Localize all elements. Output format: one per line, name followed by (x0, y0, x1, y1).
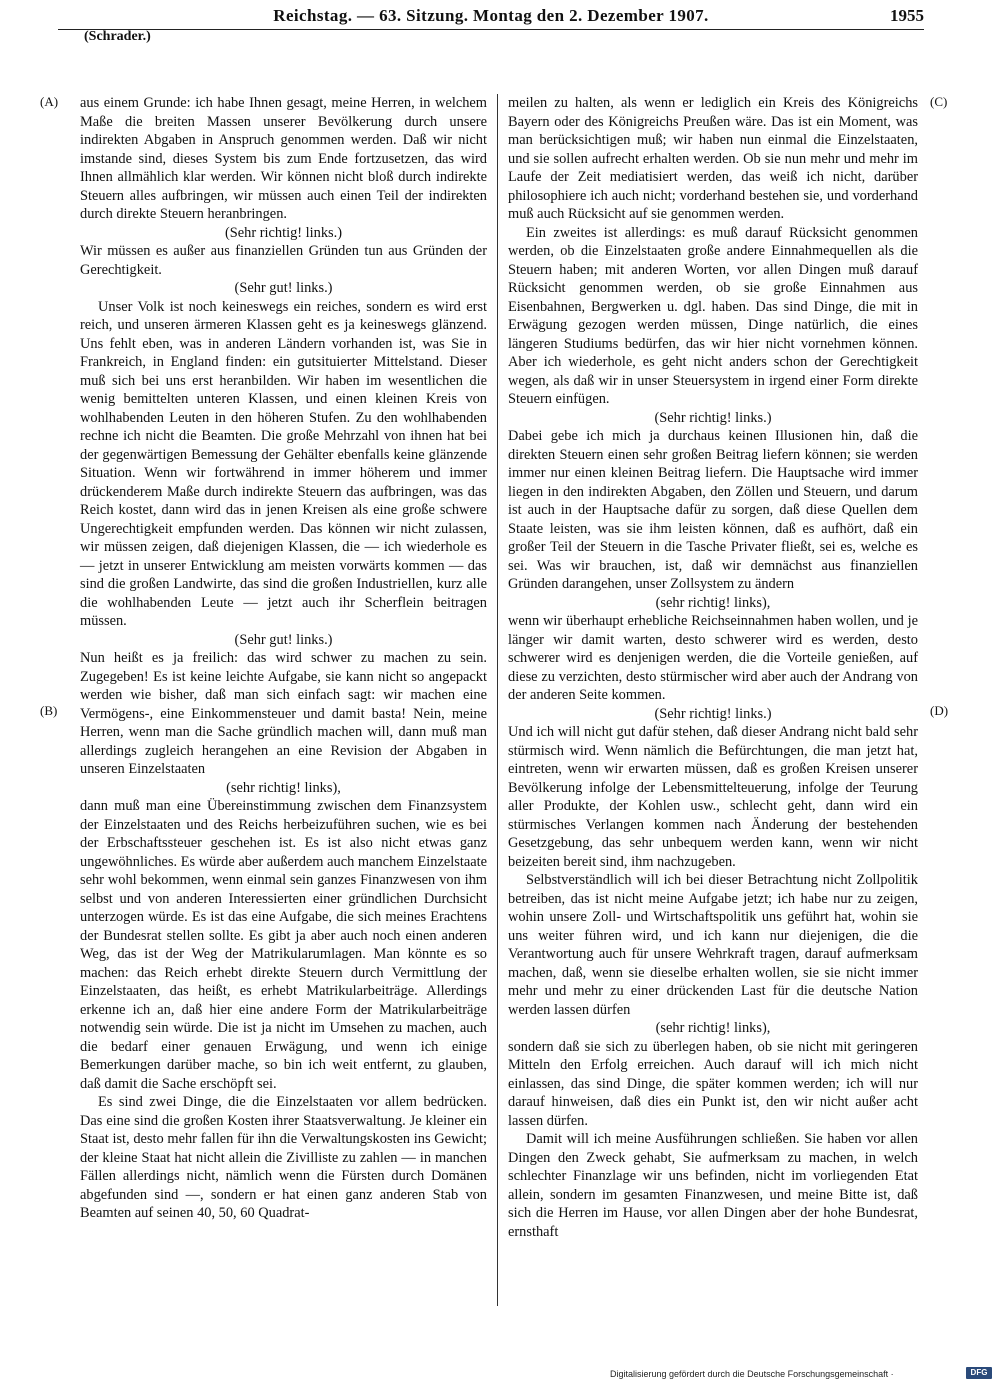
paragraph: aus einem Grunde: ich habe Ihnen gesagt, meine Herren, in welchem Maße die breiten Massen unserer Bevölkerung durch unsere indirekten Abgaben in Anspruch genommen werden. Daß wir nicht imstande sind, dieses System bis zum Ende fortzusetzen, das wird Ihnen allmählich klar werden. Wir können nicht bloß durch indirekte Steuern alles aufbringen, wir müssen auch einen Teil der indirekten durch direkte Steuern heranbringen. (80, 95, 487, 222)
right-column (508, 94, 918, 1241)
paragraph: Nun heißt es ja freilich: das wird schwer zu machen zu sein. Zugegeben! Es ist keine leichte Aufgabe, sie kann nicht so angepackt werden wie bisher, daß man sich einfach sagt: wir machen eine Vermögens-, eine Einkommensteuer und damit basta! Nein, meine Herren, wenn man die Sache gründlich machen will, dann muß man allerdings zugleich herangehen an eine Revision der Abgaben in unseren Einzelstaaten (80, 650, 487, 777)
interjection: (Sehr richtig! links.) (654, 705, 772, 722)
interjection: (Sehr richtig! links.) (654, 409, 772, 426)
margin-mark-c: (C) (930, 94, 948, 109)
speaker-name: (Schrader.) (84, 29, 151, 44)
header-rule (58, 29, 924, 30)
page-header (58, 6, 924, 28)
paragraph: Ein zweites ist allerdings: es muß darauf Rücksicht genommen werden, ob die Einzelstaaten große andere Einnahmequellen als die Steuern haben; mit anderen Worten, vor allen Dingen muß darauf Rücksicht genommen werden, ob sie große Einnahmen aus Eisenbahnen, Bergwerken u. dgl. haben. Das sind Dinge, die mit in Erwägung gezogen werden müssen, Dinge natürlich, die eines längeren Studiums bedürfen, das wir hier nicht vornehmen können. Aber ich wiederhole, es geht nicht anders schon der Gerechtigkeit wegen, als daß wir in unser Steuersystem in irgend einer Form direkte Steuern einfügen. (508, 224, 918, 407)
interjection: (Sehr gut! links.) (234, 631, 333, 648)
paragraph: dann muß man eine Übereinstimmung zwischen dem Finanzsystem der Einzelstaaten und des Reichs herbeizuführen suchen, wie es bei der Erbschaftssteuer geschehen ist. Es ist also nicht etwas ganz ungewöhnliches. Es würde aber außerdem auch manchem Einzelstaate sehr wohl bekommen, wenn einmal sein ganzes Finanzwesen von ihm selbst und von anderen Interessierten einer gründlichen Durchsicht unterzogen würde. Es ist das eine Aufgabe, die sich meines Erachtens der Bundesrat stellen sollte. Es gibt ja aber auch noch einen anderen Weg, das ist der Weg der Matrikularumlagen. Man könnte es so machen: das Reich erhebt direkte Steuern durch Vermittlung der Einzelstaaten, das heißt, es erhebt Matrikularbeiträge. Allerdings erkenne ich an, daß hier eine andere Form der Matrikularbeiträge notwendig sein würde. Die ist ja nicht im Umsehen zu machen, auch die bedarf einer genauen Erwägung, und wenn ich einige Bemerkungen darüber mache, so bin ich weit entfernt, zu glauben, daß damit die Sache erschöpft sei. (80, 798, 487, 1092)
interjection: (Sehr gut! links.) (234, 280, 333, 296)
paragraph: meilen zu halten, als wenn er lediglich ein Kreis des Königreichs Bayern oder des Königreichs Preußen wäre. Das ist ein Moment, was man berücksichtigen muß; wir haben nun einmal die Einzelstaaten, und sie sollen aufrecht erhalten werden. Ob sie nun mehr und mehr im Laufe der Zeit mediatisiert werden, das weiß ich nicht, darüber philosophiere ich auch nicht; vorderhand bestehen sie, und vorderhand muß auch Rücksicht auf sie genommen werden. (508, 95, 918, 222)
paragraph: sondern daß sie sich zu überlegen haben, ob sie nicht mit geringeren Mitteln den Erfolg erreichen. Auch darauf will ich mich nicht einlassen, das sind Dinge, die später kommen werden; ich will nur darauf hinweisen, daß dies ein Punkt ist, den wir nicht außer acht lassen dürfen. (508, 1038, 918, 1129)
margin-mark-a: (A) (40, 94, 59, 109)
dfg-logo: DFG (966, 1367, 992, 1379)
paragraph: Unser Volk ist noch keineswegs ein reiches, sondern es wird erst reich, und unseren ärmeren Klassen geht es ja keineswegs glänzend. Uns fehlt eben, was in anderen Ländern vorhanden ist, was Sie in Frankreich, in England finden: ein gutsituierter Mittelstand. Dieser muß sich bei uns erst heranbilden. Wir haben im wesentlichen die wenig bemittelten unteren Klassen, und einen kleinen Kreis von wohlhabenden Leuten in den höheren Stufen. Zu den wohlhabenden rechne ich nicht die Beamten. Die große Mehrzahl von ihnen hat bei der gegenwärtigen Bemessung der Gehälter ebenfalls keine glänzende Situation. Wenn wir fortwährend in immer höherem und immer drückenderem Maße durch indirekte Steuern das aufbringen, was das Reich kostet, dann wird das in jenen Kreisen als eine große schwere Ungerechtigkeit empfunden werden. Das können wir nicht zulassen, wir müssen zeigen, daß diejenigen Klassen, die — ich wiederhole es — jetzt in unserer Entwicklung am meisten vorwärts kommen — das sind die großen Landwirte, das sind die großen Industriellen, kurz alle die wohlhabenden Leute — jetzt auch ihr Scherflein beitragen müssen. (80, 298, 487, 629)
margin-mark-d: (D) (930, 703, 949, 718)
paragraph: wenn wir überhaupt erhebliche Reichseinnahmen haben wollen, und je länger wir damit warten, desto schwerer wird es werden, desto schwerer wird es denjenigen werden, die die Vorteile genießen, auf diese zu verzichten, desto stürmischer wird aber auch der Andrang von der anderen Seite kommen. (508, 613, 918, 703)
paragraph: Selbstverständlich will ich bei dieser Betrachtung nicht Zollpolitik betreiben, das ist nicht meine Aufgabe jetzt; ich habe nur zu zeigen, wohin unsere Zoll- und Wirtschaftspolitik uns geführt hat, wohin sie uns weiter führen wird, und ich kann nur diejenigen, die die Verantwortung auch für unsere Wehrkraft tragen, darauf aufmerksam machen, daß, wenn sie dieselbe erhalten wollen, sie sie nicht immer mehr und mehr zu einer drückenden Last für die deutsche Nation werden lassen dürfen (508, 872, 918, 1018)
paragraph: Dabei gebe ich mich ja durchaus keinen Illusionen hin, daß die direkten Steuern einen sehr großen Beitrag liefern können; sie werden immer nur einen kleinen Beitrag liefern. Die Hauptsache wird immer liegen in den indirekten Abgaben, den Zöllen und Steuern, und darum ist auch in der Hauptsache dafür zu sorgen, daß diese Quellen dem Staate leisten, was sie ihm leisten können, daß es aufhört, daß ein großer Teil der Steuern in die Tasche Privater fließt, sei es, welche es sei. Was wir brauchen, ist, daß wir demnächst aus finanziellen Gründen darangehen, unser Zollsystem zu ändern (508, 428, 918, 592)
interjection: (sehr richtig! links), (655, 1020, 771, 1036)
page-number: 1955 (890, 6, 924, 25)
paragraph: Damit will ich meine Ausführungen schließen. Sie haben vor allen Dingen den Zweck gehabt, Sie aufmerksam zu machen, in welch schlechter Finanzlage wir uns befinden, nicht im vorliegenden Etat allein, sondern im gesamten Finanzwesen, und meine Bitte ist, daß sich die Herren im Hause, vor allen Dingen aber der hohe Bundesrat, ernsthaft (508, 1131, 918, 1240)
interjection: (sehr richtig! links), (655, 594, 771, 611)
margin-mark-b: (B) (40, 703, 58, 718)
interjection: (sehr richtig! links), (226, 779, 341, 796)
left-column (80, 94, 487, 1223)
paragraph: Es sind zwei Dinge, die die Einzelstaaten vor allem bedrücken. Das eine sind die großen Kosten ihrer Staatsverwaltung. Je kleiner ein Staat ist, desto mehr fallen für ihn die Verwaltungskosten ins Gewicht; der kleine Staat hat nicht allein die Zivilliste zu zahlen — in manchen Fällen allerdings nicht, nämlich wenn die Fürsten durch Domänen abgefunden sind —, sondern er hat einen ganz anderen Stab von Beamten auf seinen 40, 50, 60 Quadrat- (80, 1094, 487, 1221)
paragraph: Wir müssen es außer aus finanziellen Gründen tun aus Gründen der Gerechtigkeit. (80, 243, 487, 278)
digitization-credit: Digitalisierung gefördert durch die Deutsche Forschungsgemeinschaft · (610, 1369, 894, 1379)
interjection: (Sehr richtig! links.) (224, 224, 343, 241)
column-divider (497, 94, 498, 1306)
running-title: Reichstag. — 63. Sitzung. Montag den 2. Dezember 1907. (273, 6, 709, 25)
paragraph: Und ich will nicht gut dafür stehen, daß dieser Andrang nicht bald sehr stürmisch wird. Wenn nämlich die Befürchtungen, die man jetzt hat, eintreten, wenn wir erwarten müssen, daß es großen Kreisen unserer Bevölkerung infolge der Lebensmittelteuerung, infolge der Teurung aller Produkte, der Kohlen usw., schlecht geht, dann wird ein stürmisches Verlangen kommen nach Änderung der bestehenden Gesetzgebung, das sehr unbequem werden kann, wenn wir nicht beizeiten bereit sind, ihm nachzugeben. (508, 724, 918, 870)
